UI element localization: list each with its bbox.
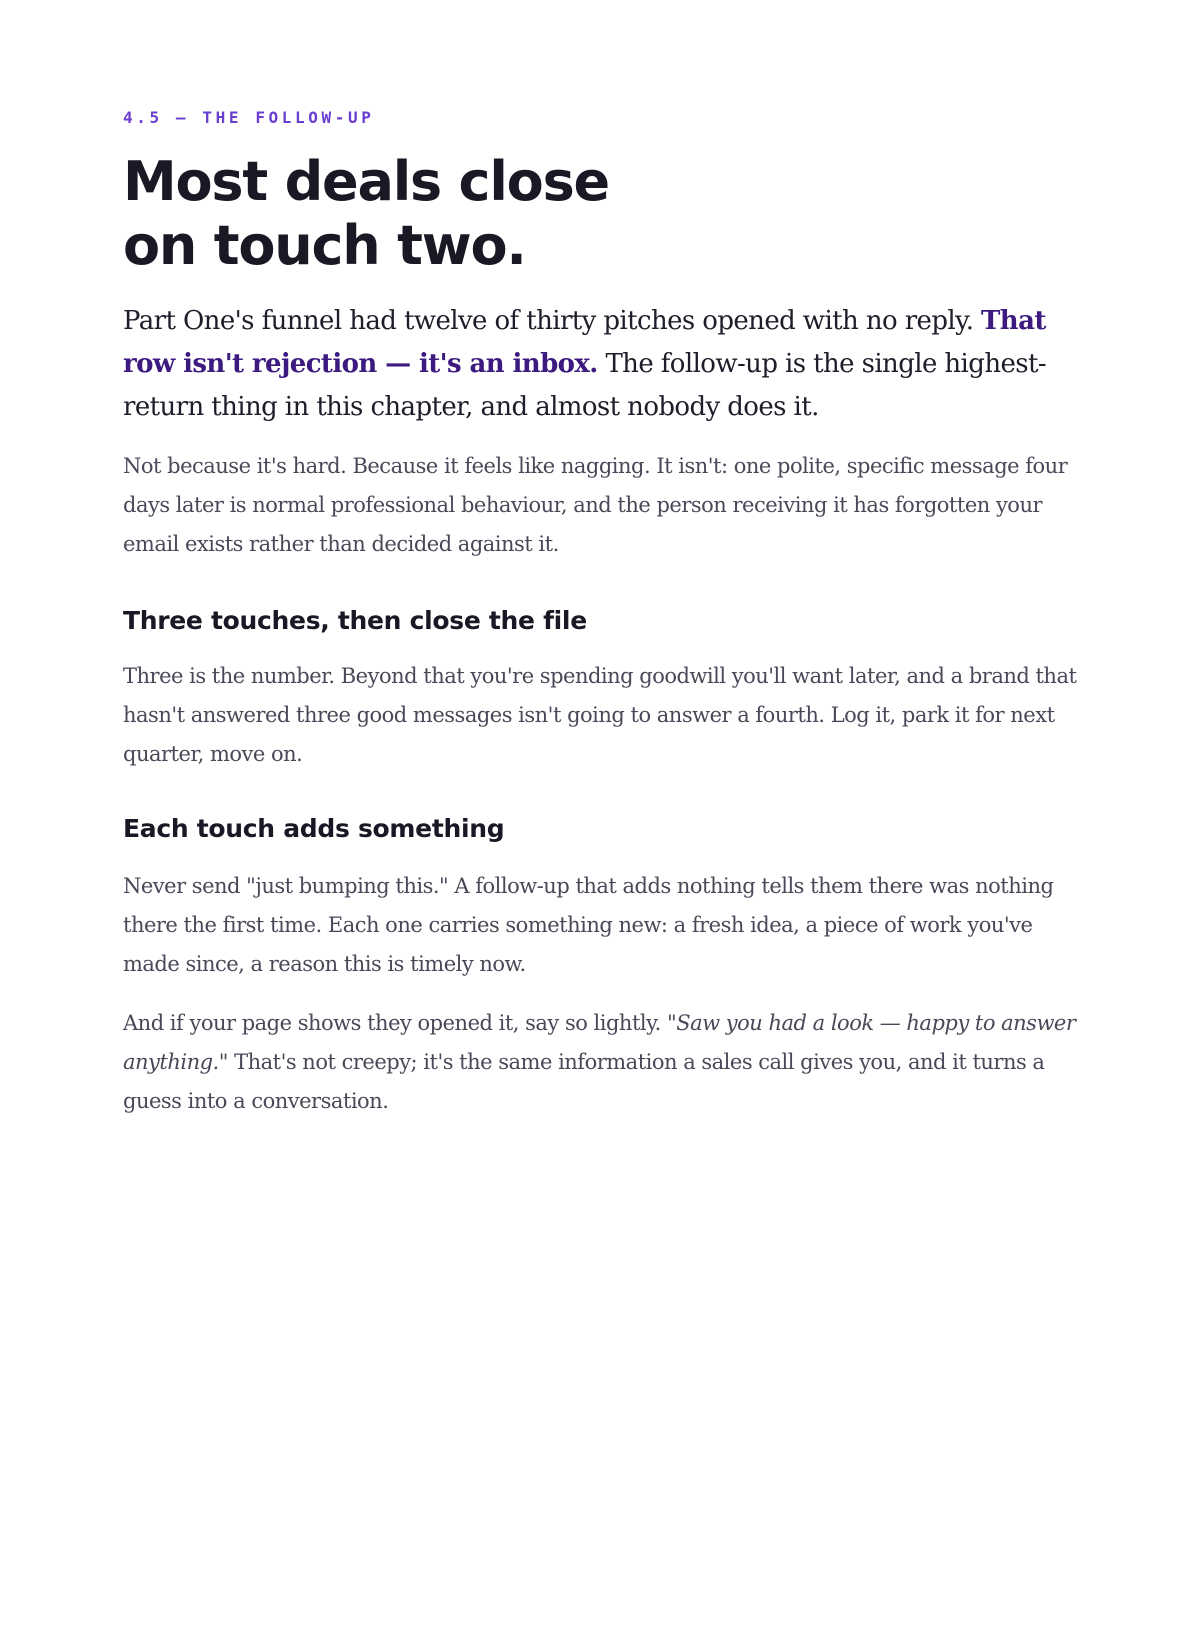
section-paragraph-three-touches: Three is the number. Beyond that you're spending goodwill you'll want later, and a brand that hasn't answered three good messages isn't going to answer a fourth. Log it, park it for next quarter, move on. xyxy=(123,664,1077,766)
lead-text-end: The follow-up is the single highest-return thing in this chapter, and almost nobody does it. xyxy=(123,349,1047,422)
section-heading-three-touches: Three touches, then close the file xyxy=(123,606,587,635)
closing-paragraph xyxy=(123,1004,1083,1121)
lead-text-start: Part One's funnel had twelve of thirty pitches opened with no reply. xyxy=(123,306,974,336)
closing-text-end: That's not creepy; it's the same information a sales call gives you, and it turns a guess into a conversation. xyxy=(123,1050,1045,1113)
page-title xyxy=(123,150,1023,278)
page-title-line-1: Most deals close xyxy=(123,150,609,213)
section-paragraph-each-touch: Never send "just bumping this." A follow-up that adds nothing tells them there was nothing there the first time. Each one carries something new: a fresh idea, a piece of work you've made since, a reason this is timely now. xyxy=(123,874,1054,976)
intro-paragraph: Not because it's hard. Because it feels like nagging. It isn't: one polite, specific message four days later is normal professional behaviour, and the person receiving it has forgotten your email exists rather than decided against it. xyxy=(123,454,1068,556)
page-title-line-2: on touch two. xyxy=(123,214,526,277)
lead-highlight: That row isn't rejection — it's an inbox. xyxy=(123,306,1046,379)
section-eyebrow: 4.5 — THE FOLLOW-UP xyxy=(123,108,375,127)
lead-paragraph xyxy=(123,300,1083,429)
closing-text-start: And if your page shows they opened it, say so lightly. xyxy=(123,1011,661,1035)
section-heading-each-touch: Each touch adds something xyxy=(123,814,505,843)
closing-quote: "Saw you had a look — happy to answer anything." xyxy=(123,1011,1076,1074)
